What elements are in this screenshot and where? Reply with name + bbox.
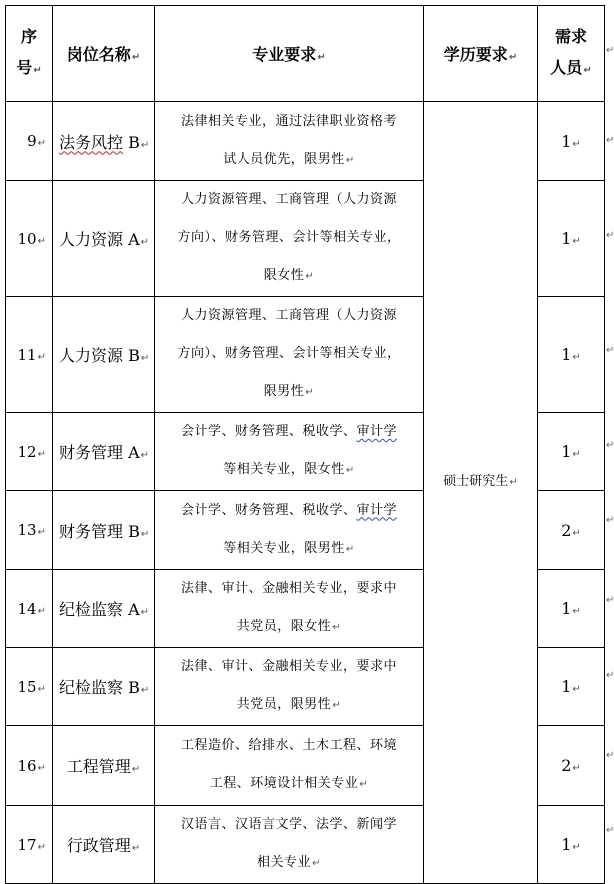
header-major: 专业要求↵ bbox=[155, 6, 424, 102]
row-major: 法律、审计、金融相关专业，要求中 共党员，限男性↵ bbox=[155, 648, 424, 726]
header-education: 学历要求↵ bbox=[424, 6, 538, 102]
row-need: 2↵ bbox=[538, 491, 605, 570]
row-seq: 11↵ bbox=[6, 297, 53, 413]
row-seq: 13↵ bbox=[6, 491, 53, 570]
row-need: 1↵ bbox=[538, 297, 605, 413]
header-position: 岗位名称↵ bbox=[53, 6, 155, 102]
education-cell: 硕士研究生↵ bbox=[424, 102, 538, 884]
row-major: 工程造价、给排水、土木工程、环境 工程、环境设计相关专业↵ bbox=[155, 726, 424, 806]
row-end-mark: ↵ bbox=[606, 345, 614, 356]
header-seq: 序 号↵ bbox=[6, 6, 53, 102]
table-row bbox=[6, 102, 605, 181]
row-need: 1↵ bbox=[538, 181, 605, 297]
row-position: 纪检监察 B↵ bbox=[53, 648, 155, 726]
row-need: 1↵ bbox=[538, 102, 605, 181]
row-end-mark: ↵ bbox=[606, 440, 614, 451]
row-position: 纪检监察 A↵ bbox=[53, 570, 155, 648]
row-position: 人力资源 B↵ bbox=[53, 297, 155, 413]
row-major: 人力资源管理、工商管理（人力资源 方向）、财务管理、会计等相关专业， 限女性↵ bbox=[155, 181, 424, 297]
row-position: 人力资源 A↵ bbox=[53, 181, 155, 297]
row-need: 1↵ bbox=[538, 413, 605, 491]
row-seq: 15↵ bbox=[6, 648, 53, 726]
row-end-mark: ↵ bbox=[606, 825, 614, 836]
row-seq: 17↵ bbox=[6, 806, 53, 884]
row-major: 法律、审计、金融相关专业，要求中 共党员，限女性↵ bbox=[155, 570, 424, 648]
row-seq: 16↵ bbox=[6, 726, 53, 806]
row-end-mark: ↵ bbox=[606, 595, 614, 606]
row-need: 1↵ bbox=[538, 648, 605, 726]
row-major: 会计学、财务管理、税收学、审计学 等相关专业，限男性↵ bbox=[155, 491, 424, 570]
header-need: 需求 人员↵ bbox=[538, 6, 605, 102]
row-end-mark: ↵ bbox=[606, 515, 614, 526]
recruitment-table bbox=[5, 5, 605, 884]
row-need: 2↵ bbox=[538, 726, 605, 806]
row-end-mark: ↵ bbox=[606, 750, 614, 761]
row-end-mark: ↵ bbox=[606, 135, 614, 146]
row-major: 汉语言、汉语言文学、法学、新闻学 相关专业↵ bbox=[155, 806, 424, 884]
row-seq: 10↵ bbox=[6, 181, 53, 297]
row-major: 人力资源管理、工商管理（人力资源 方向）、财务管理、会计等相关专业， 限男性↵ bbox=[155, 297, 424, 413]
row-position: 财务管理 B↵ bbox=[53, 491, 155, 570]
row-seq: 12↵ bbox=[6, 413, 53, 491]
row-major: 会计学、财务管理、税收学、审计学 等相关专业，限女性↵ bbox=[155, 413, 424, 491]
row-need: 1↵ bbox=[538, 806, 605, 884]
row-end-mark: ↵ bbox=[606, 230, 614, 241]
row-need: 1↵ bbox=[538, 570, 605, 648]
row-position: 财务管理 A↵ bbox=[53, 413, 155, 491]
row-seq: 9↵ bbox=[6, 102, 53, 181]
row-end-mark: ↵ bbox=[606, 45, 614, 56]
row-major: 法律相关专业，通过法律职业资格考 试人员优先，限男性↵ bbox=[155, 102, 424, 181]
row-seq: 14↵ bbox=[6, 570, 53, 648]
row-position: 行政管理↵ bbox=[53, 806, 155, 884]
row-position: 法务风控 B↵ bbox=[53, 102, 155, 181]
row-position: 工程管理↵ bbox=[53, 726, 155, 806]
table-header-row bbox=[6, 6, 605, 102]
row-end-mark: ↵ bbox=[606, 670, 614, 681]
